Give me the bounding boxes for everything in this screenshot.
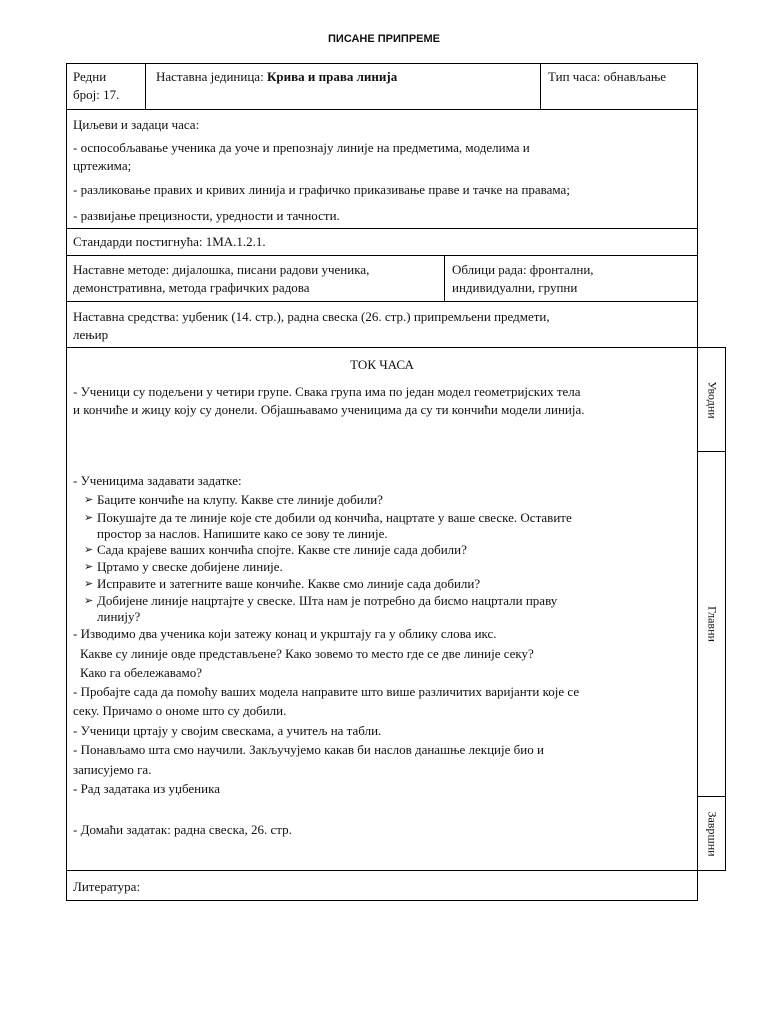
- homework: - Домаћи задатак: радна свеска, 26. стр.: [73, 822, 292, 837]
- flow-paragraph: Какве су линије овде представљене? Како зовемо то место где се две линије секу?: [80, 646, 534, 661]
- goal-line: цртежима;: [73, 158, 132, 173]
- arrow-bullet-icon: ➢: [84, 578, 94, 590]
- task-item: ➢ Сада крајеве ваших кончића спојте. Какве сте линије сада добили?: [84, 542, 467, 557]
- flow-paragraph: - Изводимо два ученика који затежу конац и укрштају га у облику слова икс.: [73, 626, 497, 641]
- arrow-bullet-icon: ➢: [84, 595, 94, 607]
- arrow-bullet-icon: ➢: [84, 494, 94, 506]
- unit-value: Крива и права линија: [266, 69, 398, 84]
- flow-intro: - Ученици су подељени у четири групе. Свака група има по један модел геометријских тела: [73, 384, 581, 399]
- flow-heading: ТОК ЧАСА: [350, 357, 414, 372]
- methods-line: Наставне методе: дијалошка, писани радови ученика,: [73, 262, 370, 277]
- task-item-continued: линију?: [97, 609, 141, 624]
- task-item: ➢ Покушајте да те линије које сте добили од кончића, нацртате у ваше свеске. Оставите: [84, 510, 572, 525]
- arrow-bullet-icon: ➢: [84, 544, 94, 556]
- resources-line: лењир: [73, 327, 109, 342]
- phase-intro-label: Уводни: [697, 347, 726, 452]
- standards: Стандарди постигнућа: 1МА.1.2.1.: [73, 234, 266, 249]
- flow-paragraph: Како га обележавамо?: [80, 665, 202, 680]
- task-item: ➢ Цртамо у свеске добијене линије.: [84, 559, 283, 574]
- task-item: ➢ Добијене линије нацртајте у свеске. Шта нам је потребно да бисмо нацртали праву: [84, 593, 558, 608]
- flow-paragraph: - Пробајте сада да помоћу ваших модела направите што више различитих варијанти које се: [73, 684, 580, 699]
- goal-line: - развијање прецизности, уредности и тачности.: [73, 208, 340, 223]
- task-item: ➢ Баците кончиће на клупу. Какве сте линије добили?: [84, 492, 383, 507]
- resources-line: Наставна средства: уџбеник (14. стр.), радна свеска (26. стр.) припремљени предмети,: [73, 309, 550, 324]
- redni-number: број: 17.: [73, 87, 120, 102]
- flow-paragraph: - Понављамо шта смо научили. Закључујемо какав би наслов данашње лекције био и: [73, 742, 544, 757]
- task-item-continued: простор за наслов. Напишите како се зову те линије.: [97, 526, 388, 541]
- page-title: ПИСАНЕ ПРИПРЕМЕ: [328, 33, 440, 45]
- flow-intro: и кончиће и жицу коју су донели. Објашњавамо ученицима да су ти кончићи модели линија.: [73, 402, 585, 417]
- forms-line: Облици рада: фронтални,: [452, 262, 594, 277]
- unit-field: [156, 68, 397, 86]
- arrow-bullet-icon: ➢: [84, 561, 94, 573]
- flow-paragraph: секу. Причамо о ономе што су добили.: [73, 703, 287, 718]
- phase-final-label: Завршни: [697, 796, 726, 871]
- methods-line: демонстративна, метода графичких радова: [73, 280, 310, 295]
- redni-label: Редни: [73, 69, 107, 84]
- flow-paragraph: - Ученици цртају у својим свескама, а учитељ на табли.: [73, 723, 382, 738]
- phase-main-label: Главни: [697, 451, 726, 797]
- goals-heading: Циљеви и задаци часа:: [73, 117, 200, 132]
- lesson-type: Тип часа: обнављање: [548, 69, 667, 84]
- forms-line: индивидуални, групни: [452, 280, 578, 295]
- unit-label: Наставна јединица:: [156, 69, 264, 84]
- arrow-bullet-icon: ➢: [84, 512, 94, 524]
- task-item: ➢ Исправите и затегните ваше кончиће. Какве смо линије сада добили?: [84, 576, 481, 591]
- tasks-heading: - Ученицима задавати задатке:: [73, 473, 242, 488]
- goal-line: - разликовање правих и кривих линија и графичко приказивање праве и тачке на правама;: [73, 182, 570, 197]
- literature-label: Литература:: [73, 879, 141, 894]
- goal-line: - оспособљавање ученика да уоче и препознају линије на предметима, моделима и: [73, 140, 530, 155]
- flow-paragraph: записујемо га.: [73, 762, 152, 777]
- flow-paragraph: - Рад задатака из уџбеника: [73, 781, 220, 796]
